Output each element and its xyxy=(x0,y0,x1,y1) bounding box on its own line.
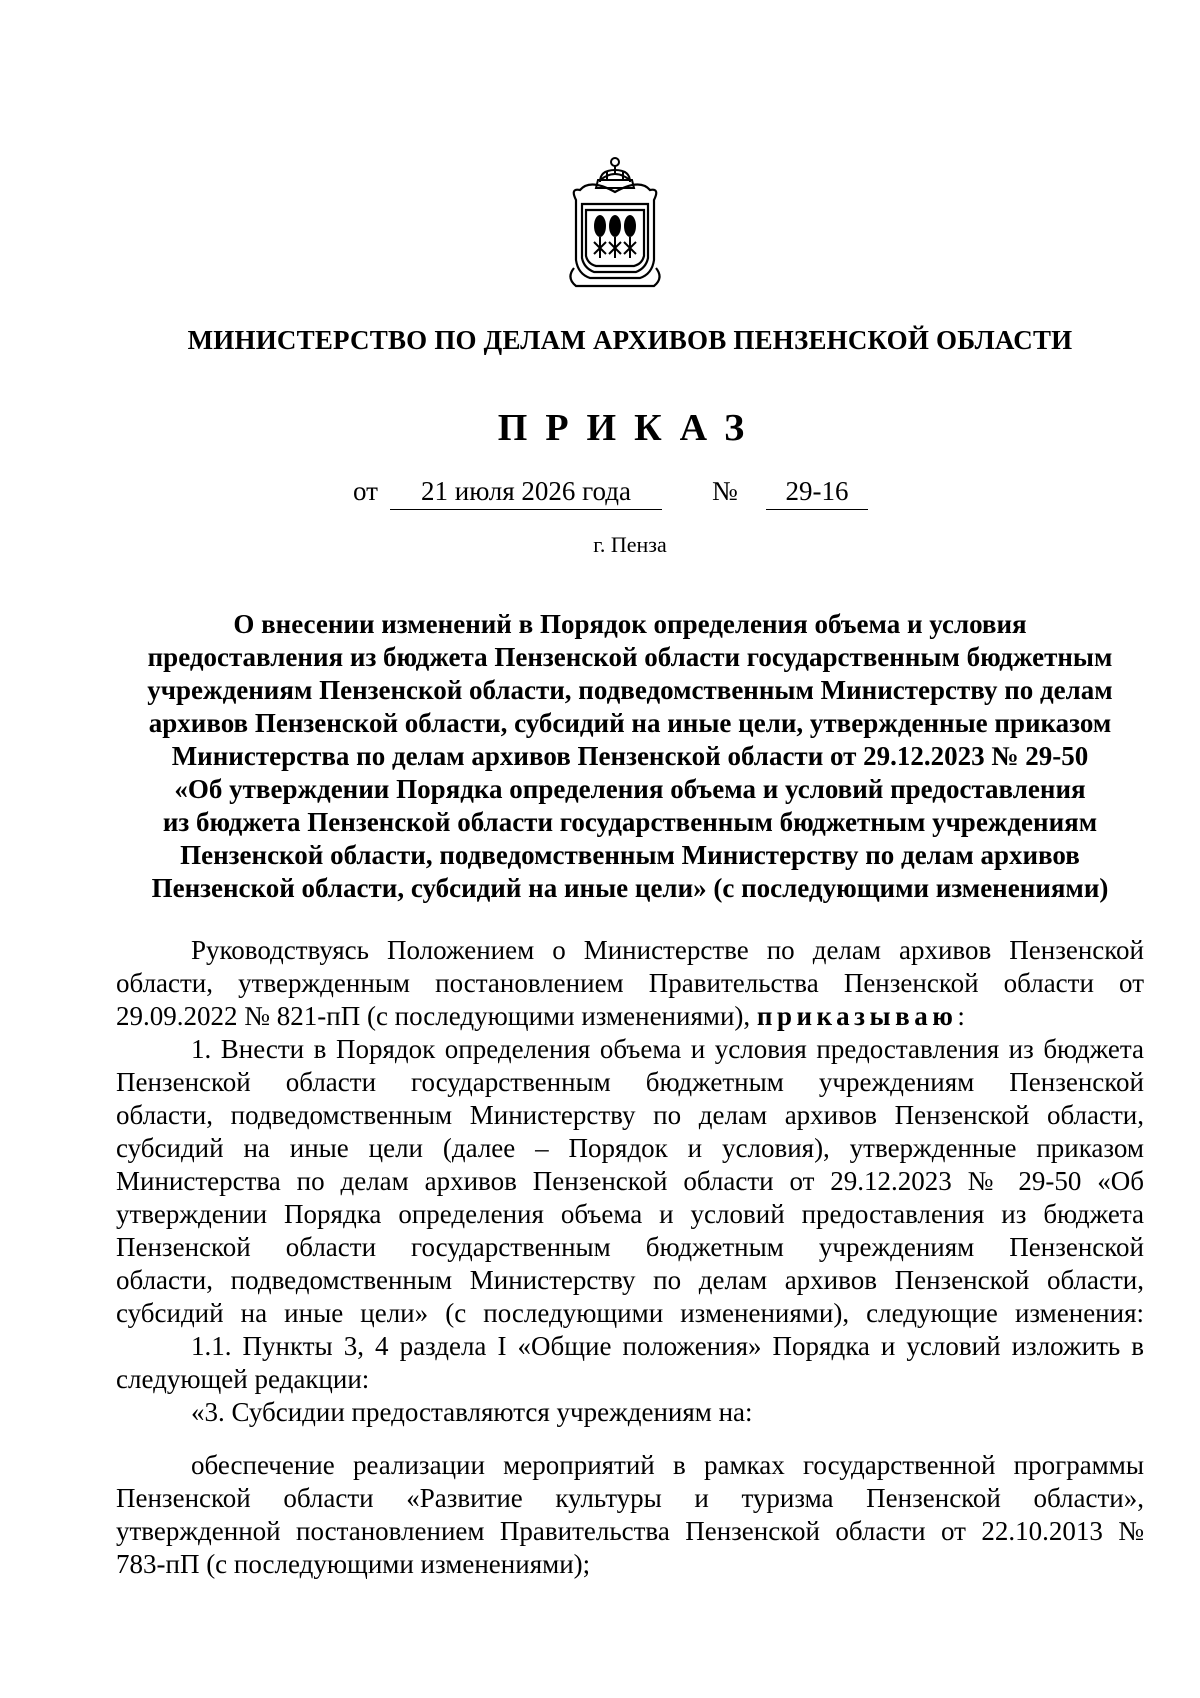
body-line: области, утвержденным постановлением Правительства Пензенской области от xyxy=(116,968,1144,998)
body-line: области, подведомственным Министерству по делам архивов Пензенской области, xyxy=(116,1265,1144,1295)
title-line: Пензенской области, субсидий на иные цели» (с последующими изменениями) xyxy=(151,873,1109,903)
body-line: субсидий на иные цели» (с последующими изменениями), следующие изменения: xyxy=(116,1298,1144,1328)
body-line: Министерства по делам архивов Пензенской области от 29.12.2023 № 29-50 «Об xyxy=(116,1166,1144,1196)
body-line-with-keyword xyxy=(116,1000,1144,1033)
body-line: «3. Субсидии предоставляются учреждениям на: xyxy=(191,1397,753,1427)
title-line: Министерства по делам архивов Пензенской области от 29.12.2023 № 29-50 xyxy=(171,741,1089,771)
body-line: следующей редакции: xyxy=(116,1364,370,1394)
order-body xyxy=(116,934,1144,1581)
body-line: 1. Внести в Порядок определения объема и условия предоставления из бюджета xyxy=(191,1034,1144,1064)
title-line: «Об утверждении Порядка определения объема и условий предоставления xyxy=(174,774,1086,804)
number-label: № xyxy=(712,476,738,506)
order-title xyxy=(120,608,1140,905)
order-keyword: приказываю xyxy=(756,1001,958,1031)
body-line: Пензенской области государственным бюджетным учреждениям Пензенской xyxy=(116,1232,1144,1262)
body-line: утверждении Порядка определения объема и условий предоставления из бюджета xyxy=(116,1199,1144,1229)
city-name: г. Пенза xyxy=(593,532,667,557)
body-line: 1.1. Пункты 3, 4 раздела I «Общие положения» Порядка и условий изложить в xyxy=(191,1331,1144,1361)
preamble-end: 29.09.2022 № 821-пП (с последующими изменениями), xyxy=(116,1001,751,1031)
body-line: обеспечение реализации мероприятий в рамках государственной программы xyxy=(191,1450,1144,1480)
keyword-colon: : xyxy=(957,1001,965,1031)
title-line: Пензенской области, подведомственным Министерству по делам архивов xyxy=(180,840,1080,870)
body-line: Пензенской области государственным бюджетным учреждениям Пензенской xyxy=(116,1067,1144,1097)
title-line: О внесении изменений в Порядок определения объема и условия xyxy=(233,609,1027,639)
coat-of-arms-emblem xyxy=(560,148,670,293)
body-line: области, подведомственным Министерству по делам архивов Пензенской области, xyxy=(116,1100,1144,1130)
body-line: 783-пП (с последующими изменениями); xyxy=(116,1549,591,1579)
title-line: учреждениям Пензенской области, подведомственным Министерству по делам xyxy=(147,675,1113,705)
body-line: Пензенской области «Развитие культуры и туризма Пензенской области», xyxy=(116,1483,1144,1513)
body-line: утвержденной постановлением Правительства Пензенской области от 22.10.2013 № xyxy=(116,1516,1144,1546)
document-type-heading: ПРИКАЗ xyxy=(497,407,763,449)
date-value: 21 июля 2026 года xyxy=(390,476,662,510)
date-number-line xyxy=(0,476,1200,510)
ministry-name: МИНИСТЕРСТВО ПО ДЕЛАМ АРХИВОВ ПЕНЗЕНСКОЙ ОБЛАСТИ xyxy=(187,325,1073,355)
body-line: Руководствуясь Положением о Министерстве по делам архивов Пензенской xyxy=(191,935,1144,965)
title-line: предоставления из бюджета Пензенской области государственным бюджетным xyxy=(147,642,1113,672)
title-line: архивов Пензенской области, субсидий на иные цели, утвержденные приказом xyxy=(148,708,1112,738)
number-value: 29-16 xyxy=(766,476,868,510)
body-line: субсидий на иные цели (далее – Порядок и условия), утвержденные приказом xyxy=(116,1133,1144,1163)
date-label: от xyxy=(353,476,378,506)
paragraph-spacer xyxy=(116,1429,1144,1449)
title-line: из бюджета Пензенской области государственным бюджетным учреждениям xyxy=(162,807,1098,837)
